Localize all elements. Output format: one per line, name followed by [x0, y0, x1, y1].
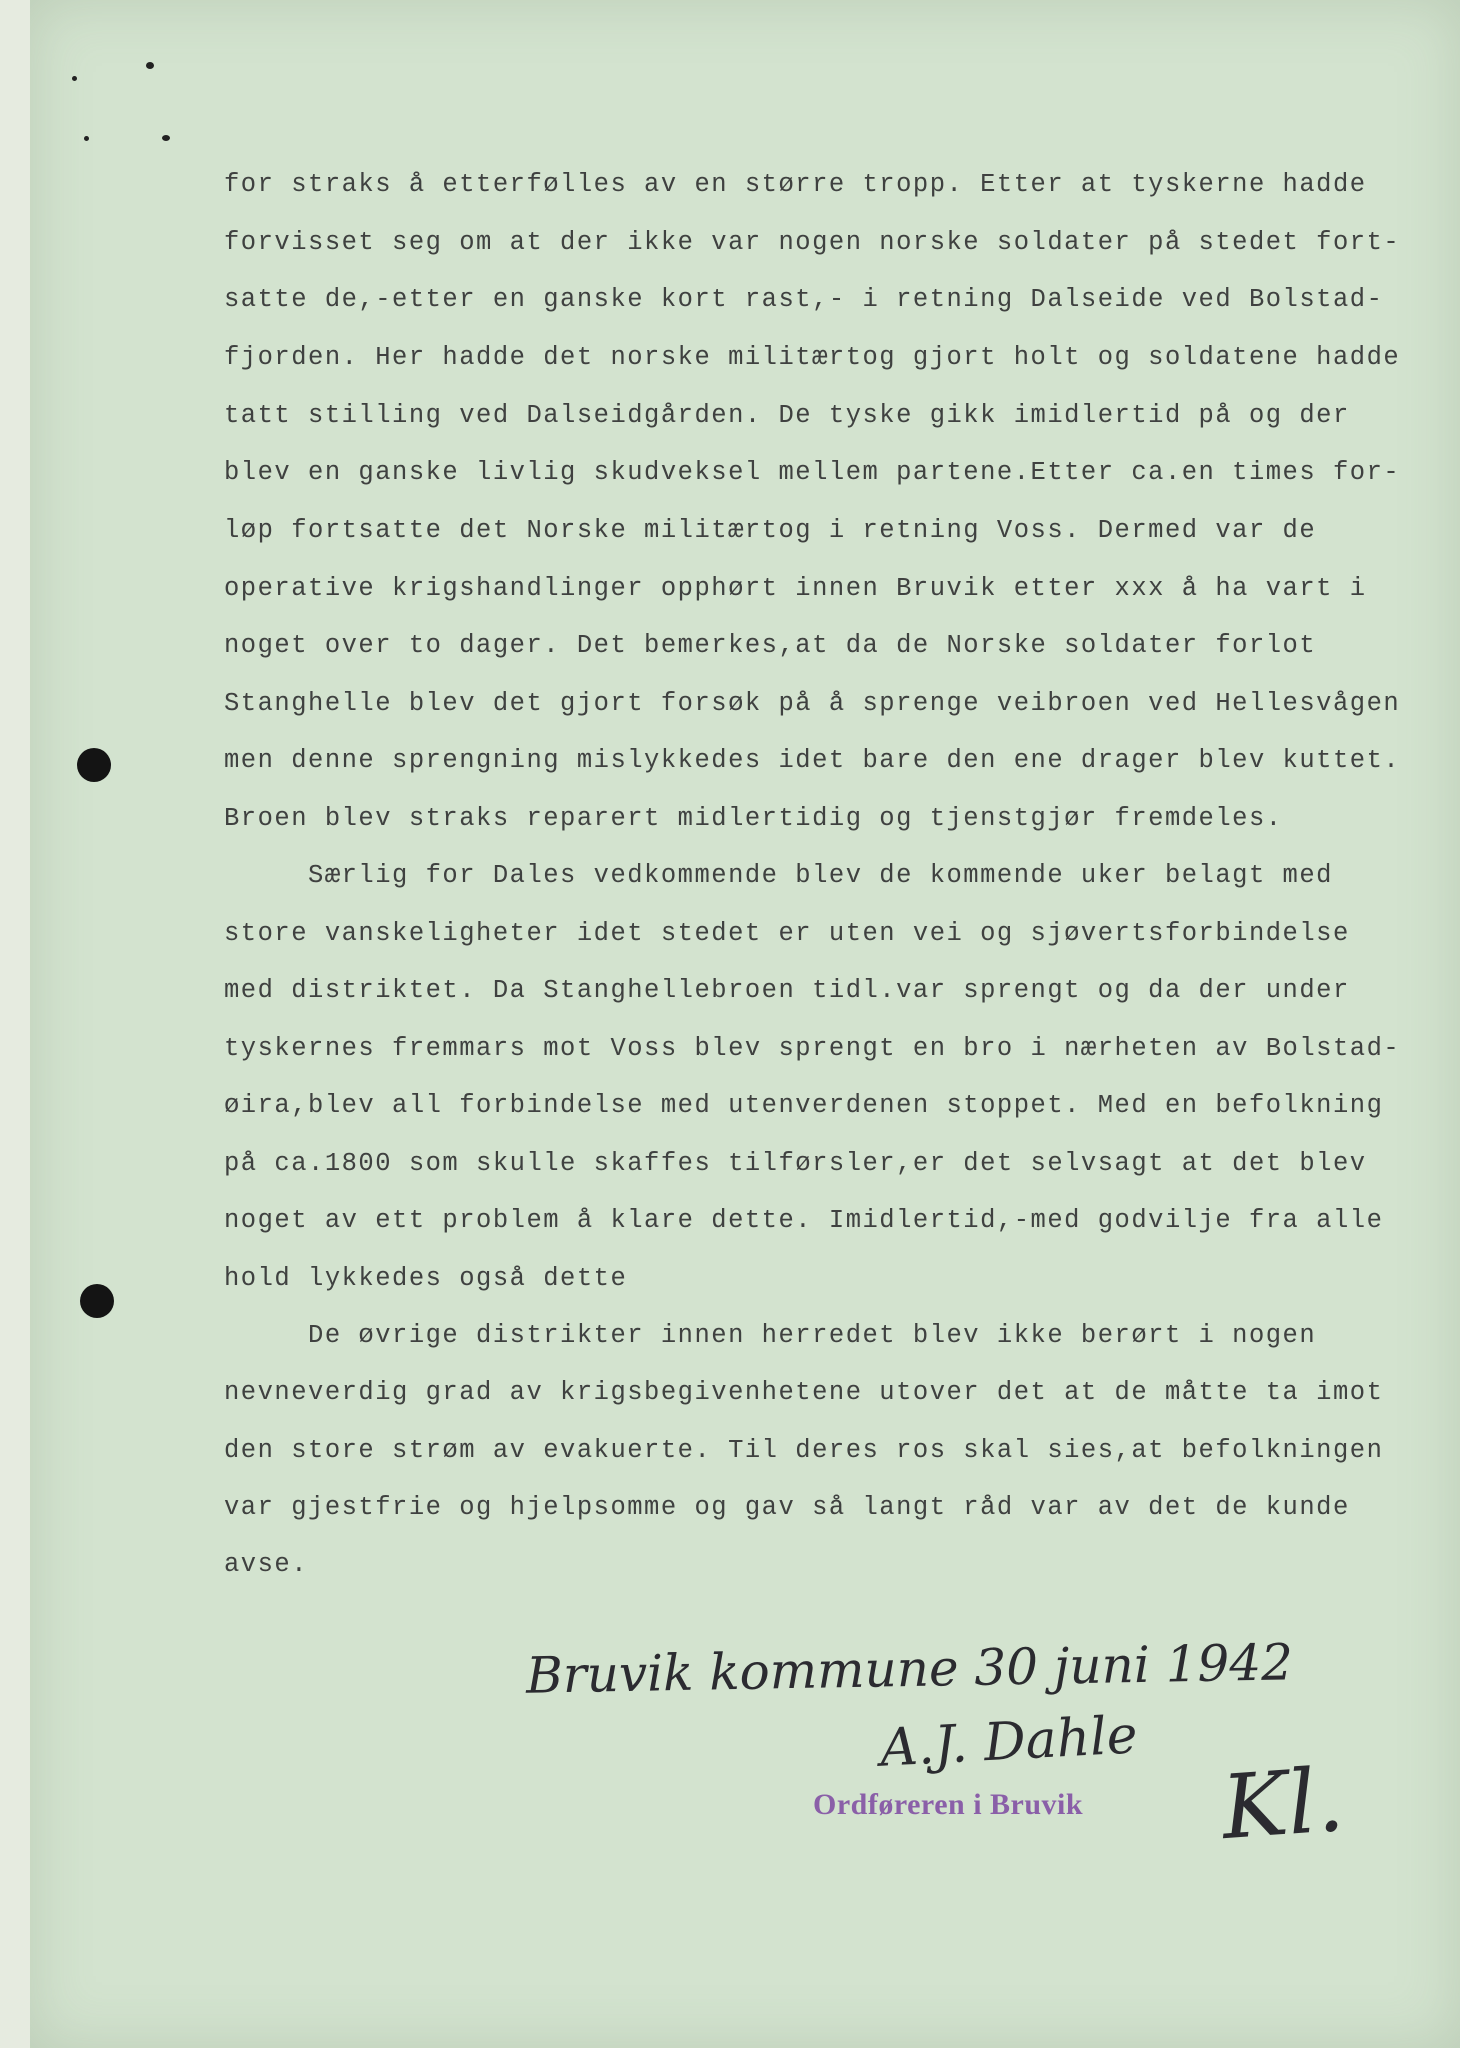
- text-line: med distriktet. Da Stanghellebroen tidl.var sprengt og da der under: [224, 976, 1350, 1005]
- text-line: De øvrige distrikter innen herredet blev ikke berørt i nogen: [224, 1321, 1317, 1350]
- text-line: Broen blev straks reparert midlertidig og tjenstgjør fremdeles.: [224, 804, 1283, 833]
- ink-speck: [84, 136, 89, 141]
- text-line: fjorden. Her hadde det norske militærtog gjort holt og soldatene hadde: [224, 343, 1401, 372]
- text-line: var gjestfrie og hjelpsomme og gav så langt råd var av det de kunde: [224, 1493, 1350, 1522]
- text-line: noget over to dager. Det bemerkes,at da de Norske soldater forlot: [224, 631, 1317, 660]
- handwritten-initials: Kl.: [1218, 1747, 1348, 1860]
- ink-speck: [72, 76, 77, 81]
- punch-hole-upper: [77, 748, 111, 782]
- text-line: satte de,-etter en ganske kort rast,- i retning Dalseide ved Bolstad-: [224, 285, 1384, 314]
- text-line: blev en ganske livlig skudveksel mellem partene.Etter ca.en times for-: [224, 458, 1401, 487]
- text-line: for straks å etterfølles av en større tropp. Etter at tyskerne hadde: [224, 170, 1367, 199]
- text-line: tatt stilling ved Dalseidgården. De tyske gikk imidlertid på og der: [224, 401, 1350, 430]
- text-line: forvisset seg om at der ikke var nogen norske soldater på stedet fort-: [224, 228, 1401, 257]
- ink-speck: [146, 62, 154, 69]
- text-line: den store strøm av evakuerte. Til deres ros skal sies,at befolkningen: [224, 1436, 1384, 1465]
- text-line: store vanskeligheter idet stedet er uten vei og sjøvertsforbindelse: [224, 919, 1350, 948]
- text-line: noget av ett problem å klare dette. Imidlertid,-med godvilje fra alle: [224, 1206, 1384, 1235]
- text-line: øira,blev all forbindelse med utenverdenen stoppet. Med en befolkning: [224, 1091, 1384, 1120]
- text-line: tyskernes fremmars mot Voss blev sprengt en bro i nærheten av Bolstad-: [224, 1034, 1401, 1063]
- text-line: Stanghelle blev det gjort forsøk på å sprenge veibroen ved Hellesvågen: [224, 689, 1401, 718]
- ink-speck: [162, 135, 170, 141]
- punch-hole-lower: [80, 1284, 114, 1318]
- text-line: hold lykkedes også dette: [224, 1264, 628, 1293]
- handwritten-signature: A.J. Dahle: [878, 1705, 1139, 1779]
- text-line: men denne sprengning mislykkedes idet bare den ene drager blev kuttet.: [224, 746, 1401, 775]
- text-line: operative krigshandlinger opphørt innen Bruvik etter xxx å ha vart i: [224, 574, 1367, 603]
- text-line: løp fortsatte det Norske militærtog i retning Voss. Dermed var de: [224, 516, 1317, 545]
- handwritten-place-date: Bruvik kommune 30 juni 1942: [525, 1633, 1294, 1705]
- text-line: på ca.1800 som skulle skaffes tilførsler,er det selvsagt at det blev: [224, 1149, 1367, 1178]
- mayor-stamp: Ordføreren i Bruvik: [813, 1788, 1084, 1821]
- text-line: avse.: [224, 1550, 309, 1579]
- text-line: nevneverdig grad av krigsbegivenhetene utover det at de måtte ta imot: [224, 1378, 1384, 1407]
- text-line: Særlig for Dales vedkommende blev de kommende uker belagt med: [224, 861, 1333, 890]
